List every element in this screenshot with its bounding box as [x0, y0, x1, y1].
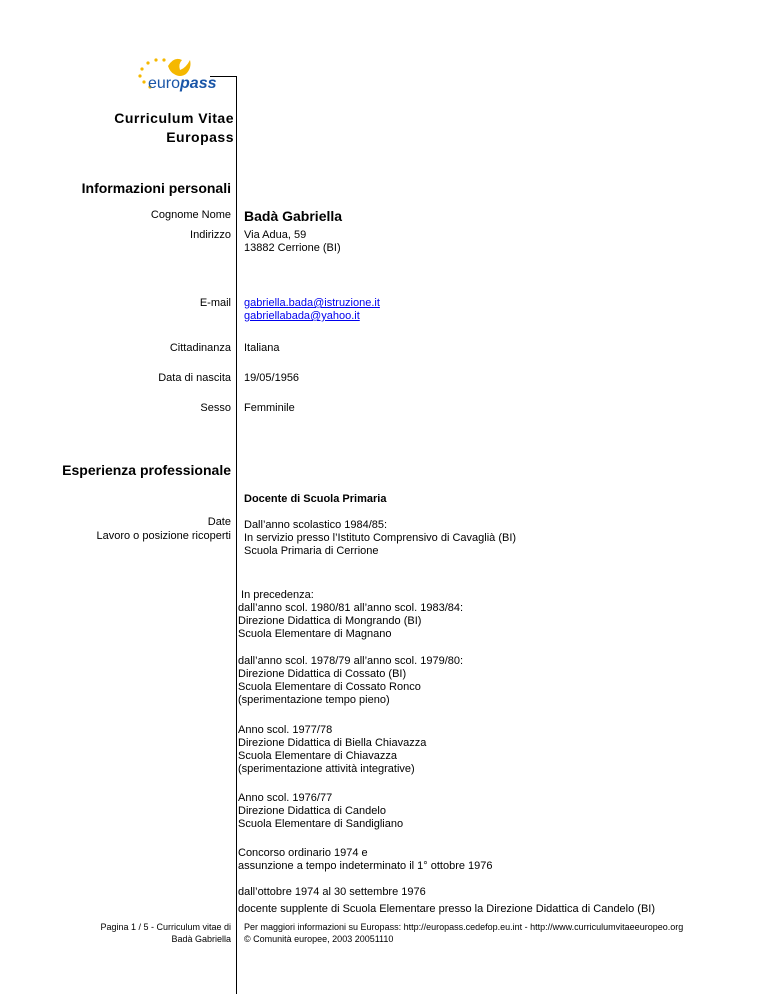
name-label: Cognome Nome — [150, 209, 231, 221]
birthdate-value: 19/05/1956 — [244, 372, 300, 384]
email-label: E-mail — [199, 297, 231, 309]
experience-block-2: dall’anno scol. 1978/79 all’anno scol. 1979/80: Direzione Didattica di Cossato (BI) Scuola Elementare di Cossato Ronco (sperimentazione tempo pieno) — [238, 655, 464, 706]
citizenship-value: Italiana — [244, 342, 280, 354]
experience-block-4: Anno scol. 1976/77 Direzione Didattica di Candelo Scuola Elementare di Sandigliano — [238, 792, 404, 830]
current-position: Dall’anno scolastico 1984/85: In servizio presso l’Istituto Comprensivo di Cavaglià (BI) Scuola Primaria di Cerrione — [244, 519, 517, 557]
email-value — [244, 297, 380, 323]
europass-logo: europass — [148, 75, 217, 92]
experience-block-6: dall’ottobre 1974 al 30 settembre 1976 docente supplente di Scuola Elementare presso la Direzione Didattica di Candelo (BI) — [238, 886, 656, 915]
cv-title — [114, 109, 234, 147]
experience-heading: Esperienza professionale — [62, 462, 231, 478]
experience-block-5: Concorso ordinario 1974 e assunzione a tempo indeterminato il 1° ottobre 1976 — [238, 847, 493, 872]
footer-page-info: Pagina 1 / 5 - Curriculum vitae di Badà Gabriella — [100, 922, 231, 944]
address-value: Via Adua, 59 13882 Cerrione (BI) — [244, 229, 341, 254]
role-title: Docente di Scuola Primaria — [244, 493, 387, 505]
previous-intro: In precedenza: — [238, 589, 314, 601]
experience-block-1: dall’anno scol. 1980/81 all’anno scol. 1983/84: Direzione Didattica di Mongrando (BI) Scuola Elementare di Magnano — [238, 602, 464, 640]
sex-value: Femminile — [244, 402, 295, 414]
personal-info-heading: Informazioni personali — [81, 180, 231, 196]
position-label: Lavoro o posizione ricoperti — [96, 530, 231, 542]
email-link-1[interactable]: gabriella.bada@istruzione.it — [244, 297, 380, 309]
vertical-divider — [236, 76, 237, 994]
address-label: Indirizzo — [190, 229, 231, 241]
sex-label: Sesso — [200, 402, 231, 414]
email-link-2[interactable]: gabriellabada@yahoo.it — [244, 310, 360, 322]
footer-info: Per maggiori informazioni su Europass: http://europass.cedefop.eu.int - http://www.curriculumvitaeeuropeo.org © Comunità europee, 2003 20051110 — [244, 922, 684, 944]
date-label: Date — [207, 516, 231, 528]
name-value: Badà Gabriella — [244, 208, 343, 224]
experience-block-3: Anno scol. 1977/78 Direzione Didattica di Biella Chiavazza Scuola Elementare di Chiavazza (sperimentazione attività integrative) — [238, 724, 427, 775]
cv-title-line2: Europass — [166, 129, 234, 145]
birthdate-label: Data di nascita — [158, 372, 231, 384]
citizenship-label: Cittadinanza — [169, 342, 231, 354]
cv-title-line1: Curriculum Vitae — [114, 110, 234, 126]
